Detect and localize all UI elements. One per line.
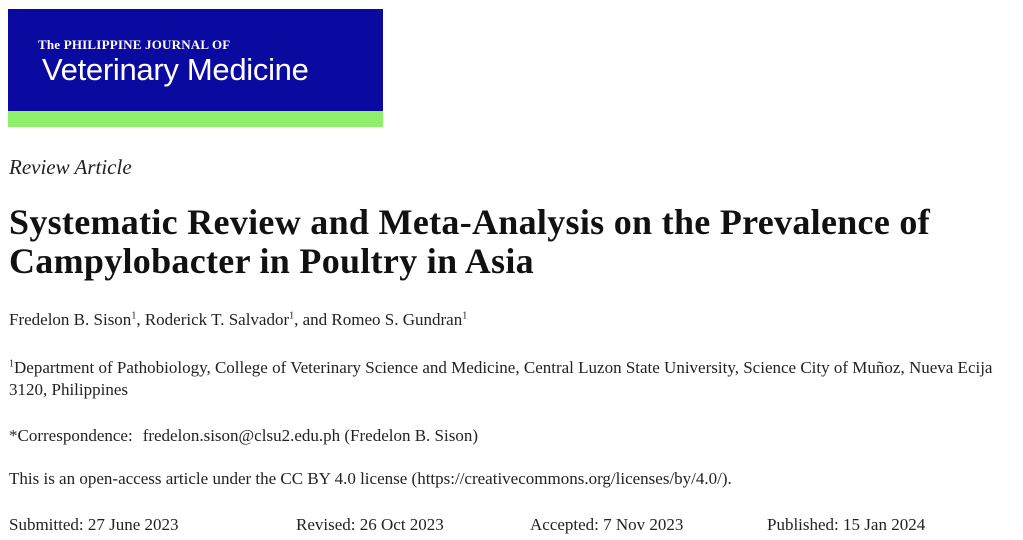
author-name: Roderick T. Salvador bbox=[144, 310, 290, 329]
author-name: Romeo S. Gundran bbox=[331, 310, 463, 329]
author-list bbox=[9, 310, 467, 330]
correspondence-name: (Fredelon B. Sison) bbox=[344, 426, 479, 445]
journal-name-small: The PHILIPPINE JOURNAL OF bbox=[38, 37, 231, 52]
affiliation-text: Department of Pathobiology, College of Veterinary Science and Medicine, Central Luzon State University, Science City of Muñoz, Nueva Ecija 3120, Philippines bbox=[9, 358, 993, 399]
affiliation-marker: 1 bbox=[9, 358, 14, 370]
date-accepted: Accepted: 7 Nov 2023 bbox=[530, 515, 684, 534]
article-title: Systematic Review and Meta-Analysis on the Prevalence of Campylobacter in Poultry in Asia bbox=[9, 202, 930, 281]
date-revised: Revised: 26 Oct 2023 bbox=[296, 515, 444, 534]
date-submitted: Submitted: 27 June 2023 bbox=[9, 515, 179, 534]
author-affiliation-marker: 1 bbox=[289, 310, 295, 322]
correspondence bbox=[9, 426, 478, 446]
author-separator: , and bbox=[294, 310, 332, 329]
journal-name-big: Veterinary Medicine bbox=[42, 52, 309, 87]
author-affiliation-marker: 1 bbox=[131, 310, 137, 322]
affiliation bbox=[9, 357, 1021, 401]
author-affiliation-marker: 1 bbox=[462, 310, 468, 322]
author-separator: , bbox=[136, 310, 145, 329]
author-name: Fredelon B. Sison bbox=[9, 310, 132, 329]
correspondence-label: *Correspondence: bbox=[9, 426, 133, 445]
article-type: Review Article bbox=[9, 155, 132, 179]
date-published: Published: 15 Jan 2024 bbox=[767, 515, 926, 534]
correspondence-email-link[interactable]: fredelon.sison@clsu2.edu.ph bbox=[142, 426, 341, 445]
license-statement: This is an open-access article under the CC BY 4.0 license (https://creativecommons.org/licenses/by/4.0/). bbox=[9, 469, 732, 488]
journal-banner-stripe bbox=[8, 111, 383, 127]
